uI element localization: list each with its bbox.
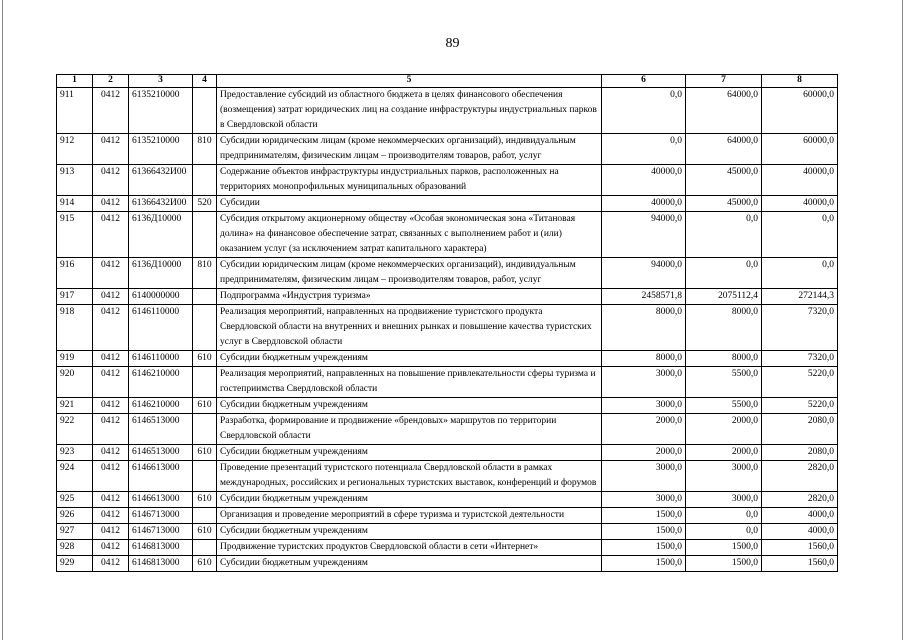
item-name: Продвижение туристских продуктов Свердловской области в сети «Интернет» — [217, 540, 602, 556]
item-name: Субсидии бюджетным учреждениям — [217, 445, 602, 461]
target-article-code: 6146110000 — [129, 351, 193, 367]
amount-col7: 0,0 — [686, 524, 762, 540]
section-code: 0412 — [93, 196, 129, 212]
table-row — [57, 492, 838, 508]
section-code: 0412 — [93, 508, 129, 524]
item-name: Проведение презентаций туристского потенциала Свердловской области в рамках международных, российских и региональных туристских выставок, конференций и форумов — [217, 461, 602, 492]
row-number: 926 — [57, 508, 93, 524]
amount-col7: 2075112,4 — [686, 289, 762, 305]
amount-col8: 272144,3 — [762, 289, 838, 305]
table-row — [57, 258, 838, 289]
row-number: 922 — [57, 414, 93, 445]
amount-col8: 2080,0 — [762, 445, 838, 461]
page-number: 89 — [445, 36, 460, 51]
item-name: Субсидии — [217, 196, 602, 212]
amount-col8: 0,0 — [762, 258, 838, 289]
row-number: 913 — [57, 165, 93, 196]
expense-type-code — [193, 414, 217, 445]
amount-col7: 0,0 — [686, 212, 762, 258]
amount-col8: 4000,0 — [762, 508, 838, 524]
amount-col6: 40000,0 — [602, 165, 686, 196]
item-name: Субсидии бюджетным учреждениям — [217, 351, 602, 367]
expense-type-code — [193, 305, 217, 351]
expense-type-code: 520 — [193, 196, 217, 212]
item-name: Организация и проведение мероприятий в сфере туризма и туристской деятельности — [217, 508, 602, 524]
amount-col6: 2458571,8 — [602, 289, 686, 305]
expense-type-code: 610 — [193, 556, 217, 572]
amount-col6: 94000,0 — [602, 258, 686, 289]
amount-col6: 2000,0 — [602, 445, 686, 461]
amount-col6: 8000,0 — [602, 351, 686, 367]
amount-col8: 40000,0 — [762, 165, 838, 196]
table-row — [57, 88, 838, 134]
item-name: Предоставление субсидий из областного бюджета в целях финансового обеспечения (возмещения) затрат юридических лиц на создание инфраструктуры индустриальных парков в Свердловской области — [217, 88, 602, 134]
row-number: 927 — [57, 524, 93, 540]
column-header-4: 4 — [193, 75, 217, 88]
row-number: 917 — [57, 289, 93, 305]
row-number: 924 — [57, 461, 93, 492]
amount-col6: 1500,0 — [602, 508, 686, 524]
scan-edge-left — [2, 0, 3, 640]
row-number: 920 — [57, 367, 93, 398]
amount-col8: 1560,0 — [762, 540, 838, 556]
row-number: 914 — [57, 196, 93, 212]
item-name: Субсидии юридическим лицам (кроме некоммерческих организаций), индивидуальным предпринимателям, физическим лицам – производителям товаров, работ, услуг — [217, 134, 602, 165]
row-number: 912 — [57, 134, 93, 165]
item-name: Субсидия открытому акционерному обществу «Особая экономическая зона «Титановая долина» на финансовое обеспечение затрат, связанных с выполнением работ и (или) оказанием услуг (за исключением затрат капитального характера) — [217, 212, 602, 258]
column-header-3: 3 — [129, 75, 193, 88]
expense-type-code — [193, 367, 217, 398]
expense-type-code: 610 — [193, 398, 217, 414]
column-header-5: 5 — [217, 75, 602, 88]
row-number: 923 — [57, 445, 93, 461]
item-name: Реализация мероприятий, направленных на продвижение туристского продукта Свердловской области на внутренних и внешних рынках и повышение качества туристских услуг в Свердловской области — [217, 305, 602, 351]
amount-col8: 5220,0 — [762, 398, 838, 414]
amount-col8: 0,0 — [762, 212, 838, 258]
amount-col7: 45000,0 — [686, 196, 762, 212]
section-code: 0412 — [93, 88, 129, 134]
target-article-code: 6146210000 — [129, 367, 193, 398]
target-article-code: 6146813000 — [129, 556, 193, 572]
item-name: Разработка, формирование и продвижение «брендовых» маршрутов по территории Свердловской области — [217, 414, 602, 445]
row-number: 921 — [57, 398, 93, 414]
table-row — [57, 165, 838, 196]
amount-col7: 5500,0 — [686, 367, 762, 398]
section-code: 0412 — [93, 398, 129, 414]
amount-col8: 4000,0 — [762, 524, 838, 540]
amount-col6: 3000,0 — [602, 461, 686, 492]
row-number: 915 — [57, 212, 93, 258]
row-number: 911 — [57, 88, 93, 134]
expense-type-code — [193, 165, 217, 196]
target-article-code: 6135210000 — [129, 134, 193, 165]
expense-type-code — [193, 212, 217, 258]
amount-col7: 2000,0 — [686, 414, 762, 445]
section-code: 0412 — [93, 289, 129, 305]
item-name: Субсидии бюджетным учреждениям — [217, 524, 602, 540]
section-code: 0412 — [93, 165, 129, 196]
section-code: 0412 — [93, 556, 129, 572]
amount-col7: 64000,0 — [686, 134, 762, 165]
amount-col8: 2080,0 — [762, 414, 838, 445]
scan-edge-right — [902, 0, 903, 640]
expense-type-code — [193, 540, 217, 556]
target-article-code: 6146613000 — [129, 492, 193, 508]
item-name: Субсидии бюджетным учреждениям — [217, 398, 602, 414]
amount-col7: 1500,0 — [686, 556, 762, 572]
amount-col7: 8000,0 — [686, 305, 762, 351]
amount-col6: 1500,0 — [602, 524, 686, 540]
target-article-code: 6136Д10000 — [129, 258, 193, 289]
column-header-2: 2 — [93, 75, 129, 88]
item-name: Содержание объектов инфраструктуры индустриальных парков, расположенных на территориях монопрофильных муниципальных образований — [217, 165, 602, 196]
target-article-code: 6135210000 — [129, 88, 193, 134]
amount-col7: 5500,0 — [686, 398, 762, 414]
target-article-code: 6146713000 — [129, 508, 193, 524]
expense-type-code: 610 — [193, 524, 217, 540]
table-row — [57, 398, 838, 414]
expense-type-code: 810 — [193, 134, 217, 165]
expense-type-code: 810 — [193, 258, 217, 289]
target-article-code: 6146613000 — [129, 461, 193, 492]
target-article-code: 6136Д10000 — [129, 212, 193, 258]
amount-col7: 8000,0 — [686, 351, 762, 367]
column-header-1: 1 — [57, 75, 93, 88]
amount-col6: 3000,0 — [602, 398, 686, 414]
amount-col8: 5220,0 — [762, 367, 838, 398]
table-body — [57, 88, 838, 572]
table-row — [57, 212, 838, 258]
row-number: 919 — [57, 351, 93, 367]
amount-col8: 7320,0 — [762, 351, 838, 367]
amount-col6: 1500,0 — [602, 556, 686, 572]
expense-type-code — [193, 88, 217, 134]
column-header-7: 7 — [686, 75, 762, 88]
budget-table — [56, 74, 838, 572]
table-row — [57, 524, 838, 540]
target-article-code: 6146210000 — [129, 398, 193, 414]
amount-col8: 7320,0 — [762, 305, 838, 351]
row-number: 918 — [57, 305, 93, 351]
table-row — [57, 540, 838, 556]
amount-col8: 1560,0 — [762, 556, 838, 572]
row-number: 916 — [57, 258, 93, 289]
section-code: 0412 — [93, 445, 129, 461]
table-row — [57, 508, 838, 524]
row-number: 928 — [57, 540, 93, 556]
target-article-code: 6146713000 — [129, 524, 193, 540]
row-number: 929 — [57, 556, 93, 572]
amount-col6: 94000,0 — [602, 212, 686, 258]
amount-col7: 1500,0 — [686, 540, 762, 556]
table-row — [57, 461, 838, 492]
item-name: Подпрограмма «Индустрия туризма» — [217, 289, 602, 305]
amount-col6: 2000,0 — [602, 414, 686, 445]
target-article-code: 61366432И00 — [129, 196, 193, 212]
section-code: 0412 — [93, 461, 129, 492]
target-article-code: 6146513000 — [129, 445, 193, 461]
row-number: 925 — [57, 492, 93, 508]
table-row — [57, 351, 838, 367]
amount-col6: 3000,0 — [602, 492, 686, 508]
expense-type-code: 610 — [193, 492, 217, 508]
table-row — [57, 367, 838, 398]
amount-col7: 0,0 — [686, 508, 762, 524]
amount-col8: 2820,0 — [762, 461, 838, 492]
amount-col8: 40000,0 — [762, 196, 838, 212]
section-code: 0412 — [93, 524, 129, 540]
table-row — [57, 134, 838, 165]
table-row — [57, 556, 838, 572]
expense-type-code — [193, 289, 217, 305]
expense-type-code — [193, 461, 217, 492]
expense-type-code: 610 — [193, 351, 217, 367]
section-code: 0412 — [93, 492, 129, 508]
amount-col7: 2000,0 — [686, 445, 762, 461]
item-name: Субсидии бюджетным учреждениям — [217, 492, 602, 508]
amount-col7: 3000,0 — [686, 492, 762, 508]
amount-col7: 0,0 — [686, 258, 762, 289]
column-header-8: 8 — [762, 75, 838, 88]
section-code: 0412 — [93, 540, 129, 556]
target-article-code: 6146110000 — [129, 305, 193, 351]
item-name: Субсидии юридическим лицам (кроме некоммерческих организаций), индивидуальным предпринимателям, физическим лицам – производителям товаров, работ, услуг — [217, 258, 602, 289]
amount-col7: 3000,0 — [686, 461, 762, 492]
target-article-code: 6146813000 — [129, 540, 193, 556]
section-code: 0412 — [93, 367, 129, 398]
section-code: 0412 — [93, 212, 129, 258]
expense-type-code: 610 — [193, 445, 217, 461]
column-header-6: 6 — [602, 75, 686, 88]
table-row — [57, 196, 838, 212]
amount-col6: 0,0 — [602, 134, 686, 165]
amount-col8: 60000,0 — [762, 88, 838, 134]
section-code: 0412 — [93, 258, 129, 289]
item-name: Реализация мероприятий, направленных на повышение привлекательности сферы туризма и гостеприимства Свердловской области — [217, 367, 602, 398]
table-row — [57, 305, 838, 351]
target-article-code: 6140000000 — [129, 289, 193, 305]
amount-col7: 64000,0 — [686, 88, 762, 134]
table-row — [57, 414, 838, 445]
target-article-code: 61366432И00 — [129, 165, 193, 196]
amount-col6: 8000,0 — [602, 305, 686, 351]
header-row — [57, 75, 838, 88]
section-code: 0412 — [93, 134, 129, 165]
table-row — [57, 445, 838, 461]
section-code: 0412 — [93, 351, 129, 367]
section-code: 0412 — [93, 414, 129, 445]
amount-col6: 40000,0 — [602, 196, 686, 212]
amount-col7: 45000,0 — [686, 165, 762, 196]
amount-col6: 3000,0 — [602, 367, 686, 398]
item-name: Субсидии бюджетным учреждениям — [217, 556, 602, 572]
table-row — [57, 289, 838, 305]
amount-col8: 60000,0 — [762, 134, 838, 165]
section-code: 0412 — [93, 305, 129, 351]
amount-col8: 2820,0 — [762, 492, 838, 508]
expense-type-code — [193, 508, 217, 524]
target-article-code: 6146513000 — [129, 414, 193, 445]
amount-col6: 1500,0 — [602, 540, 686, 556]
amount-col6: 0,0 — [602, 88, 686, 134]
